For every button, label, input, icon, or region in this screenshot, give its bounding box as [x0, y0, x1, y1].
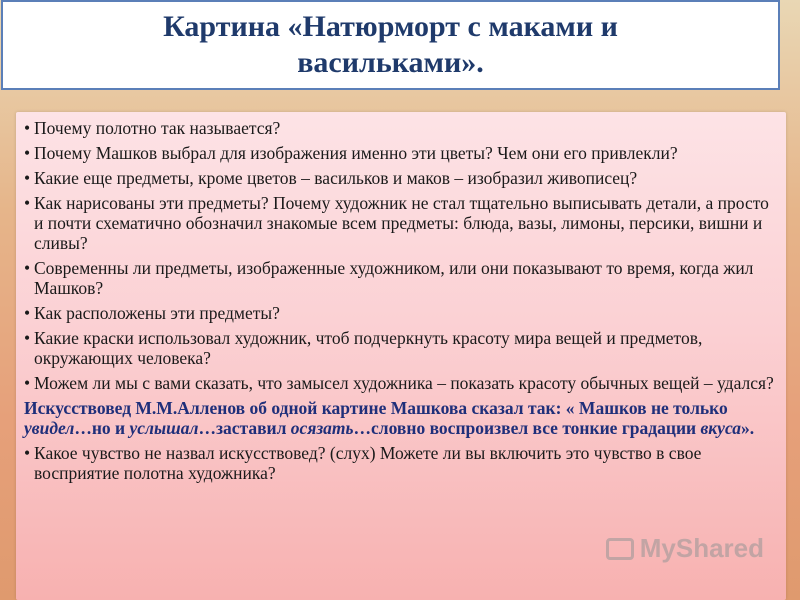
- quote-emphasis: вкуса: [700, 418, 742, 438]
- watermark-text: MyShared: [639, 533, 764, 563]
- question-text: Почему полотно так называется?: [34, 118, 281, 138]
- bullet: •: [24, 193, 31, 213]
- quote-emphasis: осязать: [290, 418, 354, 438]
- question-text: Какое чувство не назвал искусствовед? (слух) Можете ли вы включить это чувство в свое восприятие полотна художника?: [34, 443, 702, 483]
- watermark: [606, 533, 764, 564]
- bullet: •: [24, 443, 31, 463]
- bullet: •: [24, 143, 31, 163]
- question-item: [24, 328, 776, 368]
- question-item: [24, 303, 776, 323]
- bullet: •: [24, 328, 31, 348]
- quote-emphasis: услышал: [129, 418, 199, 438]
- presentation-logo-icon: [606, 538, 634, 560]
- question-text: Какие краски использовал художник, чтоб подчеркнуть красоту мира вещей и предметов, окружающих человека?: [34, 328, 703, 368]
- bullet: •: [24, 373, 31, 393]
- question-item: [24, 168, 776, 188]
- quote-emphasis: увидел: [24, 418, 75, 438]
- question-item: [24, 443, 776, 483]
- quote-text: …но и: [74, 418, 130, 438]
- quote-text: …словно воспроизвел все тонкие градации: [353, 418, 701, 438]
- question-text: Как расположены эти предметы?: [34, 303, 280, 323]
- question-text: Можем ли мы с вами сказать, что замысел художника – показать красоту обычных вещей – удался?: [34, 373, 774, 393]
- quote-text: …заставил: [198, 418, 291, 438]
- question-text: Как нарисованы эти предметы? Почему художник не стал тщательно выписывать детали, а просто и почти схематично обозначил знакомые всем предметы: блюда, вазы, лимоны, персики, вишни и сливы?: [34, 193, 769, 253]
- questions-panel: [16, 112, 786, 600]
- question-text: Почему Машков выбрал для изображения именно эти цветы? Чем они его привлекли?: [34, 143, 678, 163]
- question-item: [24, 143, 776, 163]
- bullet: •: [24, 303, 31, 323]
- question-item: [24, 193, 776, 253]
- question-item: [24, 373, 776, 393]
- critic-quote: [24, 398, 776, 438]
- question-text: Какие еще предметы, кроме цветов – васильков и маков – изобразил живописец?: [34, 168, 638, 188]
- slide-title-box: [1, 0, 780, 90]
- questions-list: [24, 118, 776, 483]
- bullet: •: [24, 118, 31, 138]
- bullet: •: [24, 168, 31, 188]
- question-text: Современны ли предметы, изображенные художником, или они показывают то время, когда жил Машков?: [34, 258, 754, 298]
- quote-text: ».: [741, 418, 755, 438]
- question-item: [24, 258, 776, 298]
- quote-text: Искусствовед М.М.Алленов об одной картине Машкова сказал так: « Машков не только: [24, 398, 728, 418]
- bullet: •: [24, 258, 31, 278]
- question-item: [24, 118, 776, 138]
- slide-title: Картина «Натюрморт с маками и васильками».: [163, 10, 618, 79]
